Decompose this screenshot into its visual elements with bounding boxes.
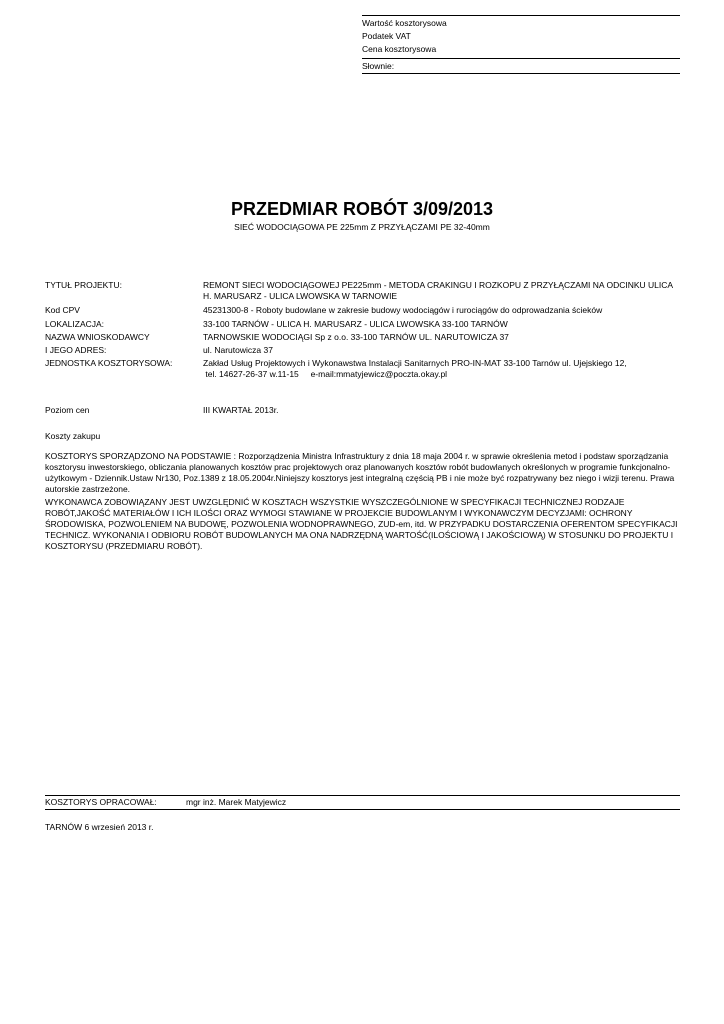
wnioskodawca-value: TARNOWSKIE WODOCIĄGI Sp z o.o. 33-100 TARNÓW UL. NARUTOWICZA 37 (203, 332, 509, 342)
wnioskodawca-label: NAZWA WNIOSKODAWCY (45, 332, 150, 342)
summary-slownie: Słownie: (362, 61, 395, 71)
place-date: TARNÓW 6 wrzesień 2013 r. (45, 822, 154, 832)
adres-value: ul. Narutowicza 37 (203, 345, 273, 355)
lokalizacja-label: LOKALIZACJA: (45, 319, 105, 329)
page-title: PRZEDMIAR ROBÓT 3/09/2013 (230, 199, 494, 219)
summary-wartosc: Wartość kosztorysowa (362, 18, 447, 28)
cpv-value: 45231300-8 - Roboty budowlane w zakresie budowy wodociągów i rurociągów do odprowadzania ścieków (203, 305, 603, 315)
tytul-value: REMONT SIECI WODOCIĄGOWEJ PE225mm - METODA CRAKINGU I ROZKOPU Z PRZYŁĄCZAMI NA ODCINKU ULICA H. MARUSARZ - ULICA LWOWSKA W TARNOWIE (203, 280, 673, 301)
summary-bottom-rule (362, 73, 680, 74)
summary-podatek: Podatek VAT (362, 31, 411, 41)
footer-top-rule (45, 795, 680, 796)
opracowal-value: mgr inż. Marek Matyjewicz (186, 797, 287, 807)
contractor-paragraph: WYKONAWCA ZOBOWIĄZANY JEST UWZGLĘDNIĆ W KOSZTACH WSZYSTKIE WYSZCZEGÓLNIONE W SPECYFIKACJI TECHNICZNEJ RODZAJE ROBÓT,JAKOŚĆ MATERIAŁÓW I ICH ILOŚCI ORAZ WYMOGI STAWIANE W PROJEKCIE BUDOWLANYM I WYKONAWCZYM DECYZJAMI: OCHRONY ŚRODOWISKA, POZWOLENIEM NA BUDOWĘ, POZWOLENIA WODNOPRAWNEGO, ZUD-em, itd. W PRZYPADKU DOSTARCZENIA OFERENTOM SPECYFIKACJI TECHNICZ. WYKONANIA I ODBIORU ROBÓT BUDOWLANYCH MA ONA NADRZĘDNĄ WARTOŚĆ(ILOŚCIOWĄ I JAKOŚCIOWĄ) W STOSUNKU DO PROJEKTU I KOSZTORYSU (PRZEDMIARU ROBÓT). (45, 497, 678, 551)
page-subtitle: SIEĆ WODOCIĄGOWA PE 225mm Z PRZYŁĄCZAMI PE 32-40mm (234, 222, 490, 232)
footer-bottom-rule (45, 809, 680, 810)
opracowal-label: KOSZTORYS OPRACOWAŁ: (45, 797, 157, 807)
cpv-label: Kod CPV (45, 305, 80, 315)
jednostka-label: JEDNOSTKA KOSZTORYSOWA: (45, 358, 173, 368)
summary-cena: Cena kosztorysowa (362, 44, 437, 54)
jednostka-value-line1: Zakład Usług Projektowych i Wykonawstwa Instalacji Sanitarnych PRO-IN-MAT 33-100 Tarnów ul. Ujejskiego 12, (203, 358, 627, 368)
basis-paragraph: KOSZTORYS SPORZĄDZONO NA PODSTAWIE : Rozporządzenia Ministra Infrastruktury z dnia 18 maja 2004 r. w sprawie określenia metod i podstaw sporządzania kosztorysu inwestorskiego, obliczania planowanych kosztów prac projektowych oraz planowanych kosztów robót budowlanych określonych w programie funkcjonalno-użytkowym - Dziennik.Ustaw Nr130, Poz.1389 z 18.05.2004r.Niniejszy kosztorys jest integralną częścią PB i nie może być rozpatrywany bez niego i wizji terenu. Prawa autorskie zastrzeżone. (45, 451, 675, 494)
summary-mid-rule (362, 58, 680, 59)
poziom-cen-value: III KWARTAŁ 2013r. (203, 405, 279, 415)
poziom-cen-label: Poziom cen (45, 405, 90, 415)
tytul-label: TYTUŁ PROJEKTU: (45, 280, 122, 290)
koszty-zakupu-label: Koszty zakupu (45, 431, 101, 441)
jednostka-value-line2: tel. 14627-26-37 w.11-15 e-mail:mmatyjewicz@poczta.okay.pl (203, 369, 448, 379)
summary-top-rule (362, 15, 680, 16)
adres-label: I JEGO ADRES: (45, 345, 107, 355)
lokalizacja-value: 33-100 TARNÓW - ULICA H. MARUSARZ - ULICA LWOWSKA 33-100 TARNÓW (203, 319, 508, 329)
